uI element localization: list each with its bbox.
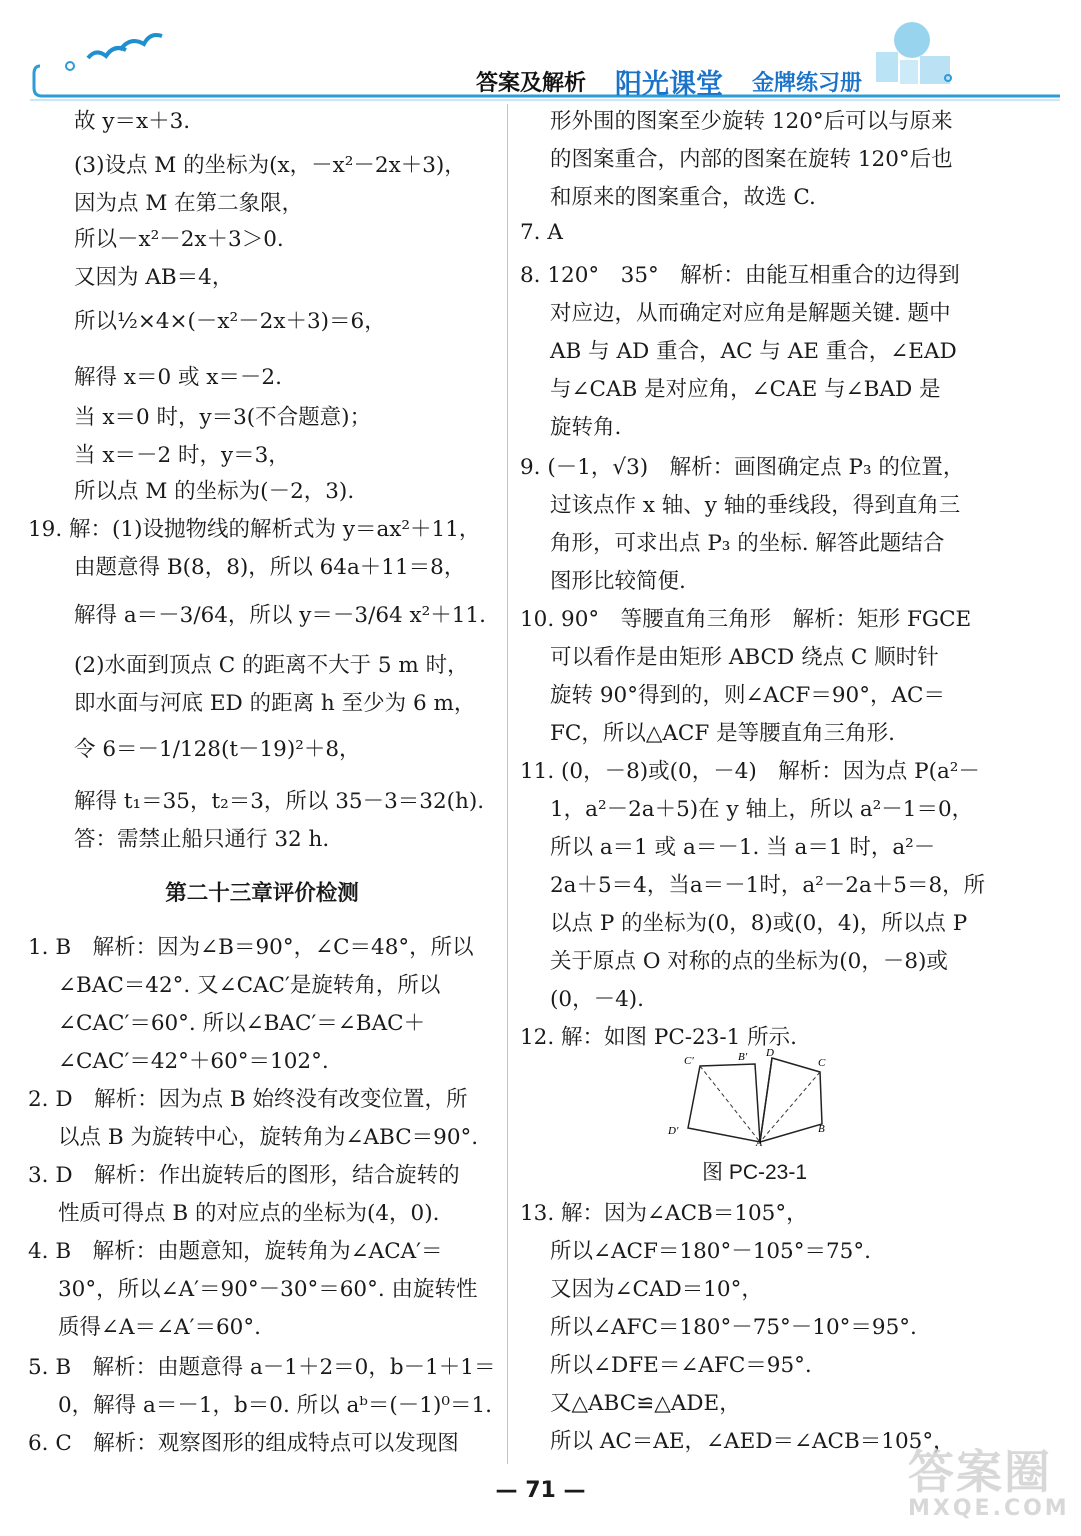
globe-icon (894, 22, 930, 58)
text-line: ∠CAC′＝60°. 所以∠BAC′＝∠BAC＋ (58, 1011, 426, 1036)
text-line: 解得 t₁＝35，t₂＝3，所以 35－3＝32(h). (74, 789, 485, 814)
text-line: 当 x＝－2 时，y＝3， (74, 443, 290, 468)
watermark (908, 1436, 1070, 1521)
label-d: D (766, 1047, 774, 1059)
text-line: 以点 B 为旋转中心，旋转角为∠ABC＝90°. (58, 1125, 479, 1150)
quad-rotated (688, 1064, 760, 1142)
text-line: 又因为 AB＝4， (74, 265, 234, 290)
text-line: 可以看作是由矩形 ABCD 绕点 C 顺时针 (550, 645, 939, 670)
text-line: 因为点 M 在第二象限， (74, 191, 304, 216)
text-line: (0，－4). (550, 987, 644, 1012)
page-header (0, 0, 1081, 110)
text-line: 图形比较简便. (550, 569, 686, 594)
text-line: 令 6＝－1/128(t－19)²＋8， (74, 737, 361, 762)
text-line: 以点 P 的坐标为(0，8)或(0，4)，所以点 P (550, 911, 968, 936)
text-line: 2a＋5＝4，当a＝－1时，a²－2a＋5＝8，所 (550, 873, 986, 898)
watermark-logo: 答案圈 (908, 1445, 1052, 1499)
dot-icon (66, 62, 74, 70)
bird-icon-2 (120, 35, 162, 50)
header-book-title: 金牌练习册 (752, 70, 863, 96)
text-line: 所以 AC＝AE，∠AED＝∠ACB＝105°， (550, 1429, 955, 1454)
text-line: 对应边，从而确定对应角是解题关键. 题中 (550, 301, 951, 326)
answer-6: 6. C 解析：观察图形的组成特点可以发现图 (28, 1431, 459, 1456)
text-line: FC，所以△ACF 是等腰直角三角形. (550, 721, 895, 746)
answer-13: 13. 解：因为∠ACB＝105°， (520, 1201, 808, 1226)
text-line: 旋转 90°得到的，则∠ACF＝90°，AC＝ (550, 683, 945, 708)
text-line: 即水面与河底 ED 的距离 h 至少为 6 m， (74, 691, 476, 716)
answer-3: 3. D 解析：作出旋转后的图形，结合旋转的 (28, 1163, 460, 1188)
column-divider (507, 104, 508, 1464)
answer-2: 2. D 解析：因为点 B 始终没有改变位置，所 (28, 1087, 468, 1112)
answer-7: 7. A (520, 220, 563, 245)
watermark-url: MXQE.COM (908, 1496, 1070, 1521)
text-line: 所以点 M 的坐标为(－2，3). (74, 479, 355, 504)
text-line: 质得∠A＝∠A′＝60°. (58, 1315, 261, 1340)
text-line: 与∠CAB 是对应角，∠CAE 与∠BAD 是 (550, 377, 941, 402)
text-line: 0，解得 a＝－1，b＝0. 所以 aᵇ＝(－1)⁰＝1. (58, 1393, 492, 1418)
text-line: 过该点作 x 轴、y 轴的垂线段，得到直角三 (550, 493, 961, 518)
answer-11: 11. (0，－8)或(0，－4) 解析：因为点 P(a²－ (520, 759, 980, 784)
text-line: 又△ABC≌△ADE， (550, 1391, 741, 1416)
label-b: B (818, 1123, 825, 1135)
header-section-title: 答案及解析 (476, 71, 587, 96)
answer-8: 8. 120° 35° 解析：由能互相重合的边得到 (520, 263, 960, 288)
text-line: 所以 a＝1 或 a＝－1. 当 a＝1 时，a²－ (550, 835, 936, 860)
text-line: 解得 x＝0 或 x＝－2. (74, 365, 282, 390)
answer-1: 1. B 解析：因为∠B＝90°，∠C＝48°，所以 (28, 935, 474, 960)
header-brand: 阳光课堂 (615, 69, 723, 100)
answer-4: 4. B 解析：由题意知，旋转角为∠ACA′＝ (28, 1239, 443, 1264)
label-c-prime: C′ (684, 1055, 694, 1067)
text-line: 所以∠DFE＝∠AFC＝95°. (550, 1353, 812, 1378)
answer-5: 5. B 解析：由题意得 a－1＋2＝0，b－1＋1＝ (28, 1355, 496, 1380)
answer-12: 12. 解：如图 PC-23-1 所示. (520, 1025, 798, 1050)
text-line: 旋转角. (550, 415, 622, 440)
text-line: 所以－x²－2x＋3＞0. (74, 227, 284, 252)
text-line: 性质可得点 B 的对应点的坐标为(4，0). (58, 1201, 440, 1226)
text-line: 所以∠ACF＝180°－105°＝75°. (550, 1239, 871, 1264)
text-line: (3)设点 M 的坐标为(x，－x²－2x＋3)， (74, 153, 466, 178)
text-line: 故 y＝x＋3. (74, 109, 191, 134)
answer-9: 9. (－1，√3) 解析：画图确定点 P₃ 的位置， (520, 455, 965, 480)
text-line: 形外围的图案至少旋转 120°后可以与原来 (550, 109, 953, 134)
text-line: 的图案重合，内部的图案在旋转 120°后也 (550, 147, 953, 172)
quad-original (760, 1058, 822, 1142)
text-line: AB 与 AD 重合，AC 与 AE 重合，∠EAD (550, 339, 957, 364)
label-a: A (756, 1138, 763, 1146)
label-b-prime: B′ (738, 1051, 748, 1063)
text-line: ∠BAC＝42°. 又∠CAC′是旋转角，所以 (58, 973, 441, 998)
text-line: 答：需禁止船只通行 32 h. (74, 827, 330, 852)
text-line: 和原来的图案重合，故选 C. (550, 185, 816, 210)
question-19: 19. 解：(1)设抛物线的解析式为 y＝ax²＋11， (28, 517, 481, 542)
text-line: 30°，所以∠A′＝90°－30°＝60°. 由旋转性 (58, 1277, 478, 1302)
figure-caption: 图 PC-23-1 (702, 1161, 808, 1184)
text-line: 1，a²－2a＋5)在 y 轴上，所以 a²－1＝0， (550, 797, 974, 822)
label-c: C (818, 1057, 826, 1069)
rotation-figure (660, 1046, 830, 1146)
text-line: 所以½×4×(－x²－2x＋3)＝6， (74, 309, 386, 334)
text-line: (2)水面到顶点 C 的距离不大于 5 m 时， (74, 653, 469, 678)
text-line: 当 x＝0 时，y＝3(不合题意)； (74, 405, 372, 430)
text-line: 由题意得 B(8，8)，所以 64a＋11＝8， (74, 555, 466, 580)
label-d-prime: D′ (668, 1125, 679, 1137)
text-line: 解得 a＝－3/64，所以 y＝－3/64 x²＋11. (74, 603, 486, 628)
text-line: 角形，可求出点 P₃ 的坐标. 解答此题结合 (550, 531, 945, 556)
page-number: — 71 — (495, 1478, 586, 1503)
answer-10: 10. 90° 等腰直角三角形 解析：矩形 FGCE (520, 607, 972, 632)
text-line: 所以∠AFC＝180°－75°－10°＝95°. (550, 1315, 917, 1340)
text-line: 关于原点 O 对称的点的坐标为(0，－8)或 (550, 949, 948, 974)
text-line: ∠CAC′＝42°＋60°＝102°. (58, 1049, 329, 1074)
text-line: 又因为∠CAD＝10°， (550, 1277, 763, 1302)
chapter-heading: 第二十三章评价检测 (165, 881, 359, 906)
